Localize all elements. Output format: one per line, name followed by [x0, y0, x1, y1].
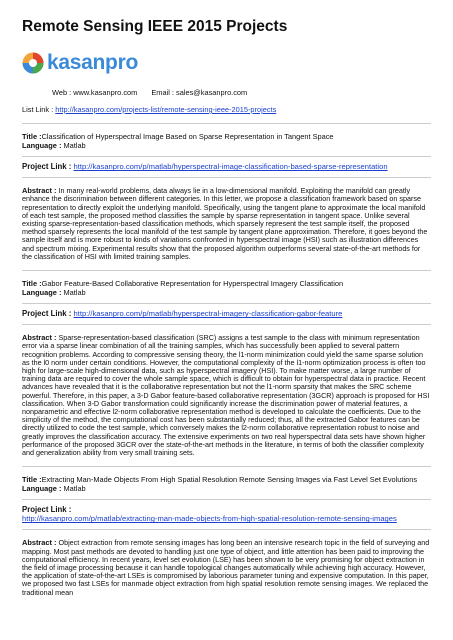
project-link-line [22, 505, 431, 523]
list-link-url[interactable]: http://kasanpro.com/projects-list/remote-sensing-ieee-2015-projects [55, 105, 277, 114]
divider [22, 303, 431, 304]
contact-line [22, 88, 431, 97]
project-title: Gabor Feature-Based Collaborative Representation for Hyperspectral Imagery Classification [41, 279, 344, 289]
title-label: Title : [22, 279, 42, 289]
abstract-label: Abstract : [22, 538, 57, 548]
project-link-url[interactable]: http://kasanpro.com/p/matlab/extracting-man-made-objects-from-high-spatial-resolution-remote-sensing-images [22, 514, 397, 524]
project-link-line [22, 162, 431, 171]
language-label: Language : [22, 140, 62, 150]
project-link-label: Project Link : [22, 505, 72, 515]
email-address: Email : sales@kasanpro.com [151, 88, 248, 97]
project-link-url[interactable]: http://kasanpro.com/p/matlab/hyperspectral-image-classification-based-sparse-representation [73, 162, 388, 172]
project-link-label: Project Link : [22, 309, 72, 319]
divider [22, 529, 431, 530]
title-label: Title : [22, 475, 42, 485]
title-label: Title : [22, 132, 42, 141]
abstract-label: Abstract : [22, 186, 57, 196]
logo-wordmark: kasanpro [47, 51, 138, 74]
divider [22, 177, 431, 178]
project-language: Matlab [63, 287, 86, 297]
language-label: Language : [22, 483, 62, 493]
project-title: Classification of Hyperspectral Image Based on Sparse Representation in Tangent Space [41, 132, 334, 141]
list-link-line [22, 105, 431, 114]
project-abstract [22, 334, 431, 457]
divider [22, 123, 431, 124]
project-language: Matlab [63, 140, 86, 150]
divider [22, 499, 431, 500]
project-abstract [22, 187, 431, 261]
divider [22, 156, 431, 157]
project-link-line [22, 309, 431, 318]
project-link-url[interactable]: http://kasanpro.com/p/matlab/hyperspectral-imagery-classification-gabor-feature [73, 309, 343, 319]
abstract-text: Sparse-representation-based classification (SRC) assigns a test sample to the class with minimum representation error via a sparse linear combination of all the training samples, which has successfully been applied to several pattern recognition problems. According to compressive sensing theory, the l1-norm minimization could yield the same sparse solution as the l0 norm under certain conditions. However, the computational complexity of the l1-norm optimization process is often too high for large-scale high-dimensional data, such as hyperspectral imagery (HSI). To make matter worse, a large number of training data are required to cover the whole sample space, which is difficult to obtain for hyperspectral data in practice. Recent advances have revealed that it is the collaborative representation but not the l1-norm sparsity that makes the SRC scheme powerful. Therefore, in this paper, a 3-D Gabor feature-based collaborative representation (3GCR) approach is proposed for HSI classification. When 3-D Gabor transformation could significantly increase the discrimination power of material features, a nonparametric and effective l2-norm collaborative representation method is developed to calculate the coefficients. Due to the simplicity of the method, the computational cost has been substantially reduced; thus, all the extracted Gabor features can be directly utilized to code the test sample, which conversely makes the l2-norm collaborative representation robust to noise and greatly improves the classification accuracy. The extensive experiments on two real hyperspectral data sets have shown higher performance of the proposed 3GCR over the state-of-the-art methods in the literature, in terms of both the classifier complexity and generalization ability from very small training sets. [22, 333, 430, 458]
project-language: Matlab [63, 483, 86, 493]
divider [22, 324, 431, 325]
project-link-label: Project Link : [22, 162, 72, 172]
project-title: Extracting Man-Made Objects From High Spatial Resolution Remote Sensing Images via Fast Level Set Evolutions [41, 475, 418, 485]
divider [22, 466, 431, 467]
list-link-label: List Link : [22, 105, 56, 114]
divider [22, 270, 431, 271]
abstract-text: Object extraction from remote sensing images has long been an intensive research topic in the field of surveying and mapping. Most past methods are devoted to handling just one type of object, and little attention has been paid to improving the computational efficiency. In recent years, level set evolution (LSE) has been shown to be very promising for object extraction in the field of image processing because it can handle topological changes automatically while achieving high accuracy. However, the application of state-of-the-art LSEs is compromised by laborious parameter tuning and expensive computation. In this paper, we proposed two fast LSEs for manmade object extraction from high spatial resolution remote sensing images. We replaced the traditional mean [22, 538, 430, 597]
project-title-block [22, 476, 431, 493]
language-label: Language : [22, 287, 62, 297]
abstract-label: Abstract : [22, 333, 57, 343]
page-title: Remote Sensing IEEE 2015 Projects [22, 18, 288, 35]
project-title-block [22, 280, 431, 297]
abstract-text: In many real-world problems, data always lie in a low-dimensional manifold. Exploiting the manifold can greatly enhance the discrimination between different categories. In this letter, we propose a classification framework based on sparse representation to directly exploit the underlying manifold. Specifically, using the tangent plane to approximate the local manifold of each test sample, the proposed method classifies the sample by sparse representation in tangent space. Unlike several existing sparse-representation-based classification methods, which sparsely represent the test sample itself, the proposed method sparsely represents the local manifold of the test sample by tangent plane approximation. Therefore, it goes beyond the sample itself and is more robust to kinds of variations confronted in hyperspectral image (HSI) such as illustration differences and spectrum mixing. Experimental results show that the proposed algorithm outperforms several state-of-the-art methods for the classification of HSI with limited training samples. [22, 186, 428, 261]
brand-logo [22, 50, 431, 76]
kasanpro-logo-icon [22, 52, 44, 74]
web-address: Web : www.kasanpro.com [52, 88, 138, 97]
project-abstract [22, 539, 431, 596]
project-title-block [22, 133, 431, 150]
